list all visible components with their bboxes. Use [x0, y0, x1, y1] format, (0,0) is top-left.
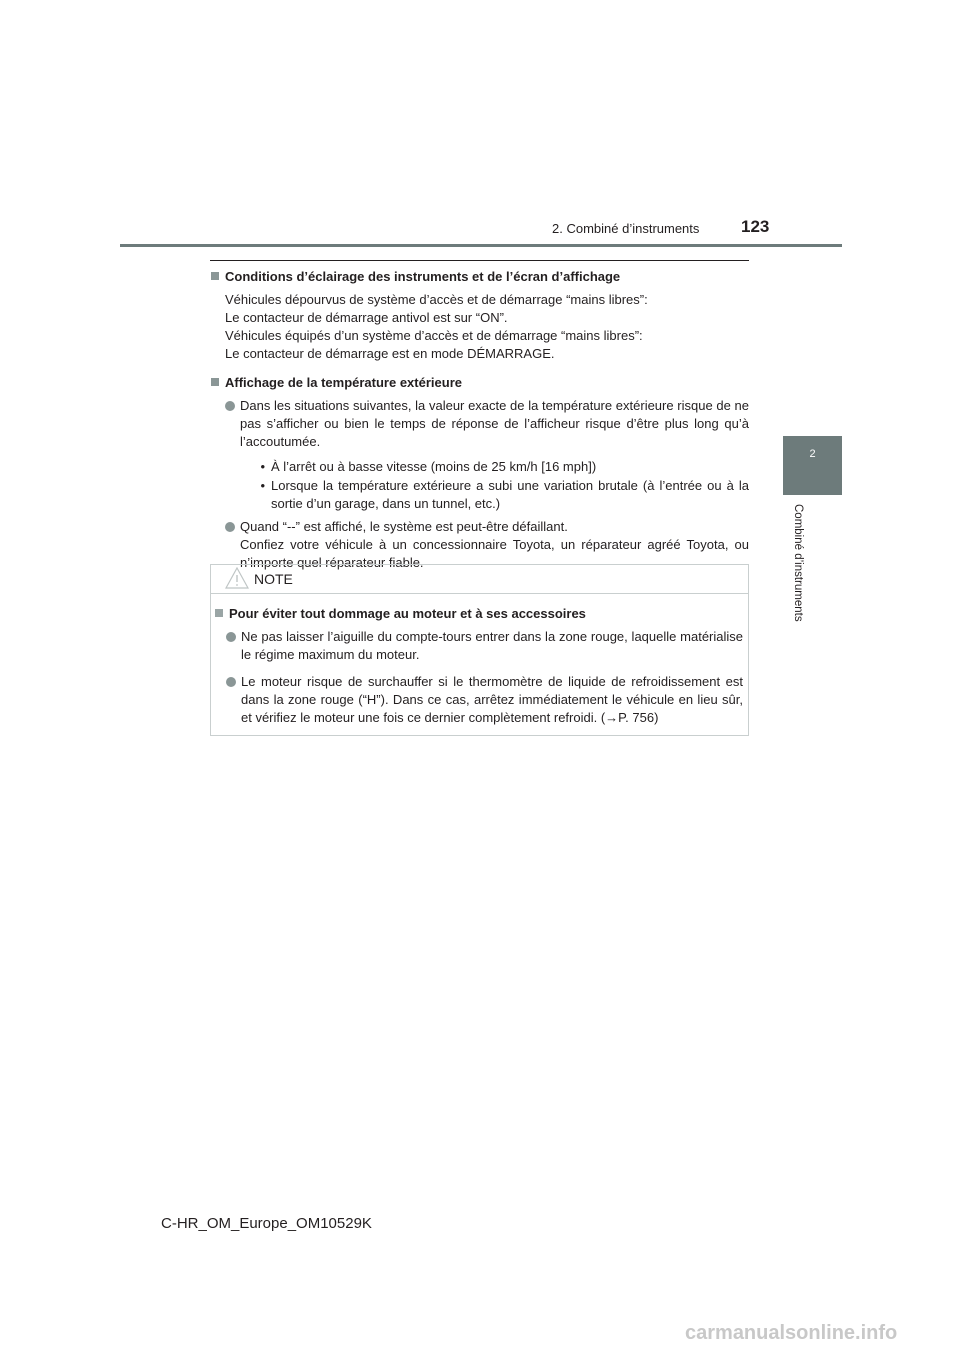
text-line: Véhicules équipés d’un système d’accès et de démarrage “mains libres”: [225, 328, 643, 343]
small-dot-icon: • [260, 459, 265, 474]
circle-bullet-icon [225, 522, 235, 532]
square-bullet-icon [211, 378, 219, 386]
section-heading-text: Affichage de la température extérieure [225, 375, 462, 390]
main-content [210, 268, 749, 577]
note-heading [214, 605, 743, 623]
bullet-text: Le moteur risque de surchauffer si le thermomètre de liquide de refroidissement est dans la zone rouge (“H”). Dans ce cas, arrêtez immédiatement le véhicule en lieu sûr, et vérifiez le moteur une fois ce dernier complètement refroidi. (→P. 756) [241, 674, 743, 725]
note-heading-text: Pour éviter tout dommage au moteur et à ses accessoires [229, 606, 586, 621]
text-line: Le contacteur de démarrage antivol est sur “ON”. [225, 310, 508, 325]
section-heading-temperature [210, 374, 749, 392]
note-title: NOTE [254, 571, 293, 587]
circle-bullet-icon [225, 401, 235, 411]
circle-bullet-icon [226, 677, 236, 687]
list-item [214, 628, 743, 664]
list-item [214, 673, 743, 727]
sub-item-text: Lorsque la température extérieure a subi une variation brutale (à l’entrée ou à la sortie d’un garage, dans un tunnel, etc.) [271, 478, 749, 511]
bullet-text: Ne pas laisser l’aiguille du compte-tours entrer dans la zone rouge, laquelle matérialise le régime maximum du moteur. [241, 629, 743, 662]
sub-list [210, 458, 749, 513]
bullet-text: Dans les situations suivantes, la valeur exacte de la température extérieure risque de ne pas s’afficher ou bien le temps de réponse de l’afficheur risque d’être plus long qu’à l’accoutumée. [240, 398, 749, 449]
circle-bullet-icon [226, 632, 236, 642]
note-content [214, 605, 743, 732]
warning-triangle-icon [225, 567, 249, 589]
text-line: Le contacteur de démarrage est en mode DÉMARRAGE. [225, 346, 555, 361]
square-bullet-icon [211, 272, 219, 280]
chapter-tab-number: 2 [809, 448, 816, 460]
section-heading-text: Conditions d’éclairage des instruments et de l’écran d’affichage [225, 269, 621, 284]
running-header-section: 2. Combiné d’instruments [552, 221, 700, 236]
sub-list-item [210, 477, 749, 513]
list-item [210, 397, 749, 451]
chapter-tab-label: Combiné d’instruments [792, 504, 804, 622]
section-heading-lighting [210, 268, 749, 286]
header-rule [120, 244, 842, 247]
lighting-conditions [225, 291, 749, 363]
square-bullet-icon [215, 609, 223, 617]
document-code: C-HR_OM_Europe_OM10529K [161, 1215, 372, 1232]
bullet-line: Quand “--” est affiché, le système est peut-être défaillant. [240, 519, 568, 534]
content-top-rule [210, 260, 749, 261]
bullet-line: Confiez votre véhicule à un concessionnaire Toyota, un réparateur agréé Toyota, ou n’importe quel réparateur fiable. [240, 537, 749, 570]
sub-item-text: À l’arrêt ou à basse vitesse (moins de 25 km/h [16 mph]) [271, 459, 597, 474]
text-line: Véhicules dépourvus de système d’accès et de démarrage “mains libres”: [225, 292, 648, 307]
watermark: carmanualsonline.info [685, 1322, 898, 1344]
page-number: 123 [741, 217, 770, 236]
small-dot-icon: • [260, 478, 265, 493]
chapter-tab [783, 436, 842, 495]
sub-list-item [210, 458, 749, 476]
